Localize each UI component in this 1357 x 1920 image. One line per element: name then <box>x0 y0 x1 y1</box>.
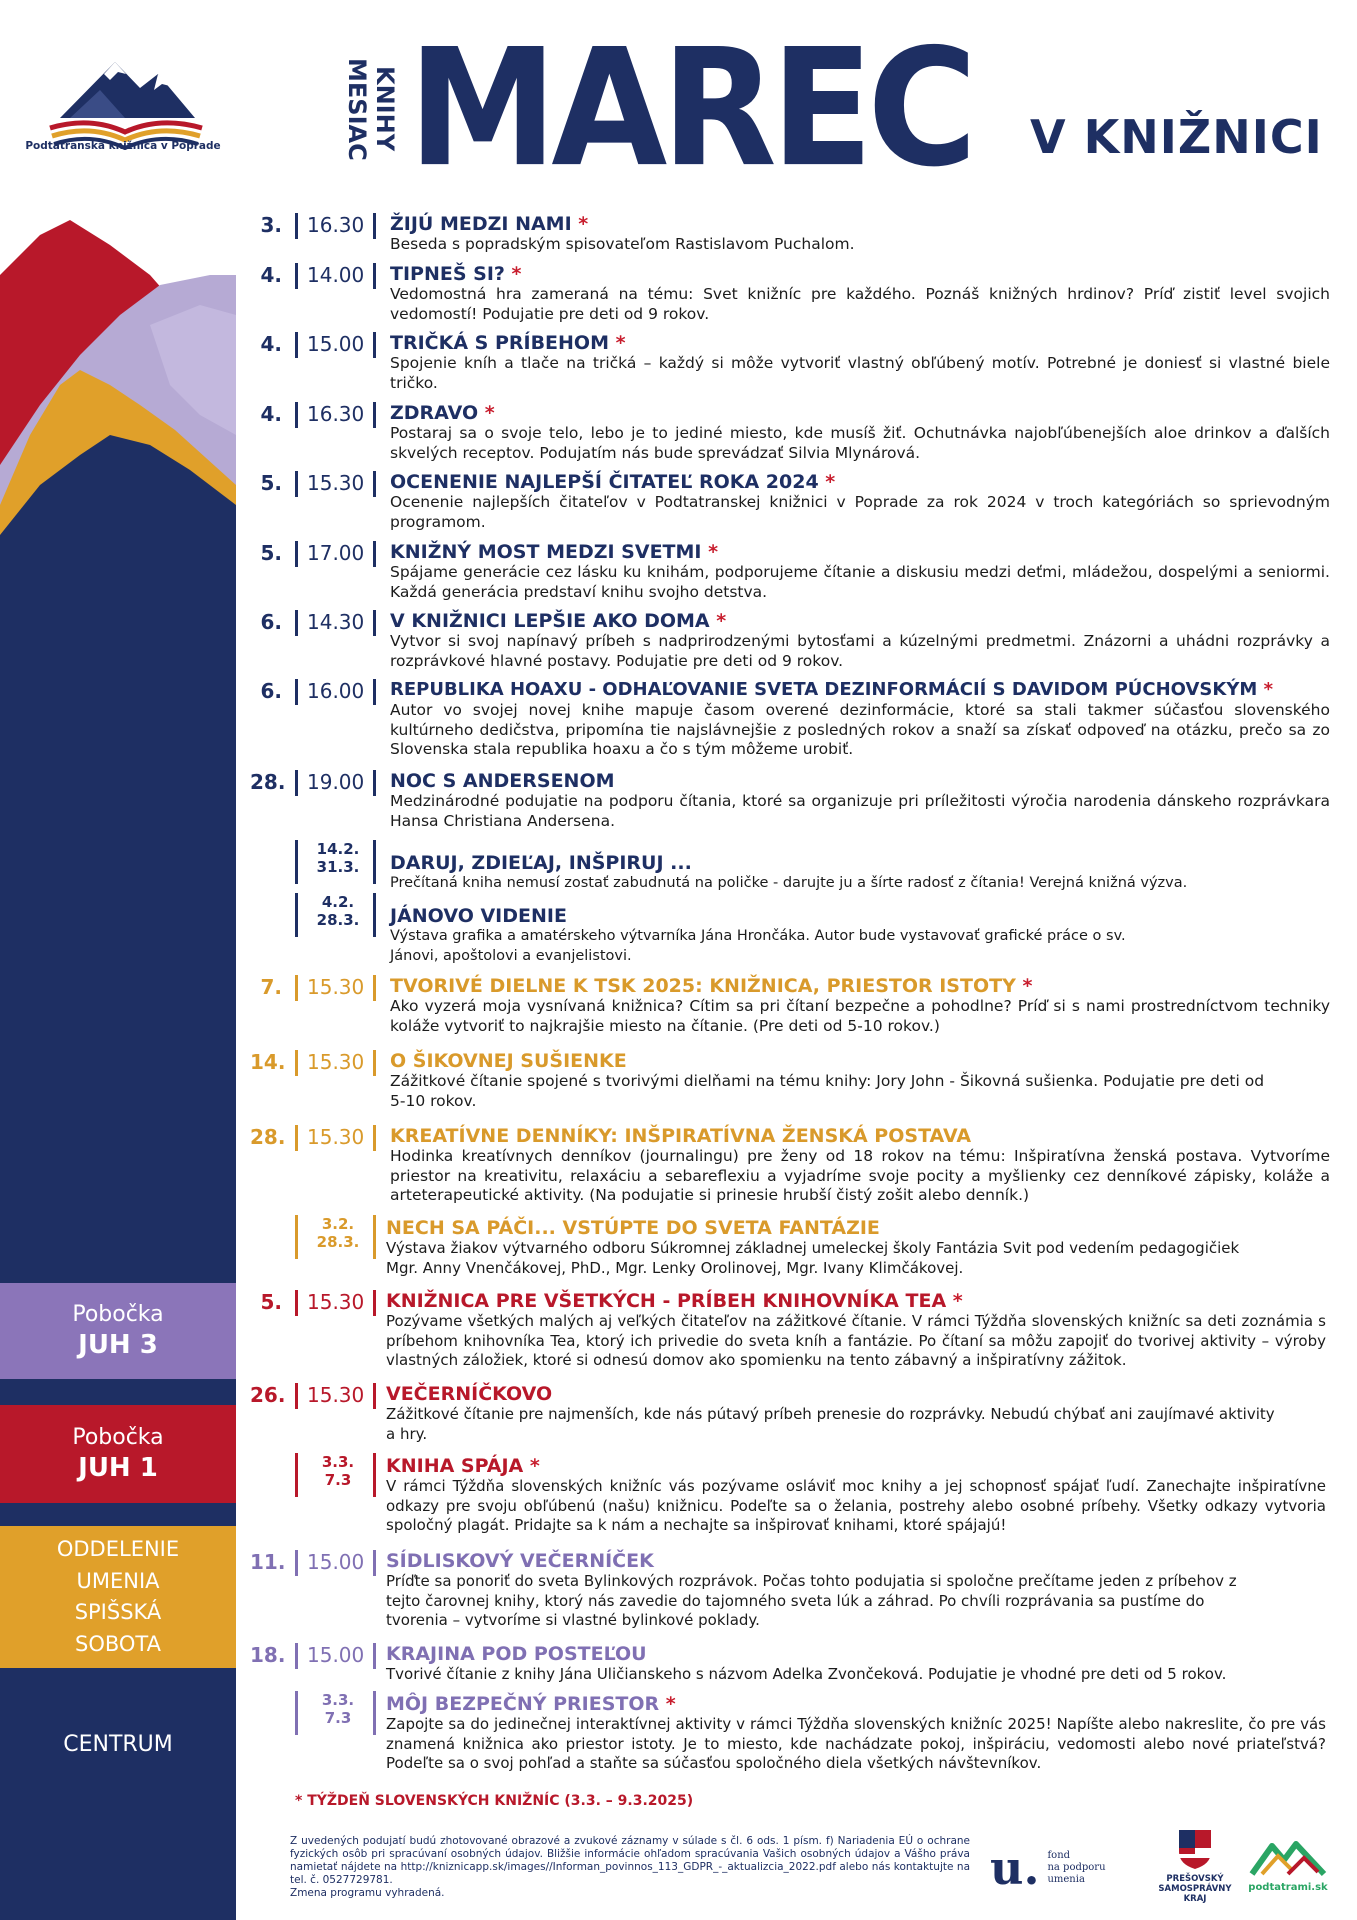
event-time: 15.00 <box>307 332 365 356</box>
program-change-note: Zmena programu vyhradená. <box>290 1887 445 1899</box>
divider <box>295 975 298 1001</box>
event-star: * <box>615 332 626 354</box>
event-desc: Výstava grafika a amatérskeho výtvarníka Jána Hrončáka. Autor bude vystavovať grafické práce o sv. Jánovi, apoštolovi a evanjelistovi. <box>390 928 1126 964</box>
fond-line3: umenia <box>1047 1874 1085 1885</box>
event-star: * <box>484 402 495 424</box>
fond-line2: na podporu <box>1047 1862 1106 1873</box>
event-time: 15.30 <box>307 1125 365 1149</box>
event-title-text: KNIHA SPÁJA <box>386 1455 524 1477</box>
event-day: 4. <box>260 402 282 426</box>
coat-of-arms-icon <box>1177 1828 1213 1870</box>
event-desc: Ako vyzerá moja vysnívaná knižnica? Cítim sa pri čítaní bezpečne a pohodlne? Príď si s nami prostredníctvom techniky koláže vytvoriť to najkrajšie miesto na čítanie. (Pre deti od 5-10 rokov.) <box>390 997 1330 1035</box>
divider <box>295 541 298 567</box>
event-star: * <box>708 541 719 563</box>
event-day: 6. <box>260 610 282 634</box>
divider <box>295 840 298 884</box>
divider <box>295 1691 298 1735</box>
event-desc: Hodinka kreatívnych denníkov (journalingu) pre ženy od 18 rokov na tému: Inšpiratívna ženská postava. Vytvoríme priestor na kreativitu, relaxáciu a sebareflexiu a vyjadríme svoje pocity a myšlienky cez denníkové zápisky, koláže a arteterapeutické aktivity. (Na podujatie si prinesie hrubší čistý zošit alebo denník.) <box>390 1147 1330 1204</box>
event-title <box>390 679 1330 701</box>
event-title <box>386 1383 1286 1405</box>
event-day: 18. <box>250 1643 286 1667</box>
event-range <box>308 840 368 876</box>
psk-line3: KRAJ <box>1183 1894 1207 1904</box>
event-day: 28. <box>250 770 286 794</box>
divider <box>373 1383 376 1409</box>
event-time: 14.00 <box>307 263 365 287</box>
psk-line1: PREŠOVSKÝ <box>1166 1874 1224 1884</box>
divider <box>373 1050 376 1076</box>
event-title-text: ŽIJÚ MEDZI NAMI <box>390 213 572 235</box>
event-desc: Vedomostná hra zameraná na tému: Svet knižníc pre každého. Poznáš knižných hrdinov? Príď zistiť level svojich vedomostí! Podujatie pre deti od 9 rokov. <box>390 285 1330 323</box>
psk-logo <box>1150 1828 1240 1904</box>
divider <box>295 402 298 428</box>
event-day: 5. <box>260 541 282 565</box>
event-star: * <box>511 263 522 285</box>
event-title <box>390 852 1330 874</box>
event-day: 3. <box>260 213 282 237</box>
divider <box>295 1125 298 1151</box>
event-title-text: REPUBLIKA HOAXU - ODHAĽOVANIE SVETA DEZINFORMÁCIÍ S DAVIDOM PÚCHOVSKÝM <box>390 679 1258 700</box>
event-title <box>390 610 1330 632</box>
divider <box>295 1453 298 1497</box>
divider <box>373 679 376 705</box>
branch-juh1-line1: Pobočka <box>72 1425 164 1450</box>
footnote: * TÝŽDEŇ SLOVENSKÝCH KNIŽNÍC (3.3. – 9.3.2025) <box>295 1793 694 1809</box>
event-title <box>386 1455 1326 1477</box>
event-title-text: OCENENIE NAJLEPŠÍ ČITATEĽ ROKA 2024 <box>390 471 819 493</box>
range-to: 7.3 <box>324 1709 352 1727</box>
event-desc: Prečítaná kniha nemusí zostať zabudnutá na poličke - darujte ju a šírte radosť z čítania! Verejná knižná výzva. <box>390 875 1188 891</box>
event-title-text: NOC S ANDERSENOM <box>390 770 615 792</box>
branch-juh1-line2: JUH 1 <box>78 1452 158 1483</box>
event-day: 11. <box>250 1550 286 1574</box>
event-title-text: JÁNOVO VIDENIE <box>390 905 567 927</box>
mountain-book-icon <box>30 50 220 150</box>
range-to: 31.3. <box>316 858 360 876</box>
event-time: 15.30 <box>307 1290 365 1314</box>
range-from: 4.2. <box>321 893 355 911</box>
divider <box>373 1550 376 1576</box>
branch-centrum-label <box>0 1700 236 1790</box>
divider <box>295 679 298 705</box>
event-day: 6. <box>260 679 282 703</box>
divider <box>373 402 376 428</box>
event-time: 16.30 <box>307 402 365 426</box>
event-title <box>386 1643 1326 1665</box>
event-star: * <box>952 1290 963 1312</box>
event-title-text: KRAJINA POD POSTEĽOU <box>386 1643 647 1665</box>
event-title <box>390 770 1330 792</box>
divider <box>373 1691 376 1735</box>
divider <box>373 213 376 239</box>
mountain-logo-icon <box>1248 1838 1328 1878</box>
event-desc: Vytvor si svoj napínavý príbeh s nadprirodzenými bytosťami a kúzelnými predmetmi. Znázorni a uhádni rozprávky a rozprávkové hlavné postavy. Podujatie pre deti od 9 rokov. <box>390 632 1330 670</box>
gdpr-text: Z uvedených podujatí budú zhotovované obrazové a zvukové záznamy v súlade s čl. 6 ods. 1 písm. f) Nariadenia EÚ o ochrane fyzických osôb pri spracúvaní osobných údajov. Bližšie informácie ohľadom spracúvania Vašich osobných údajov a Vášho práva namietať nájdete na http://kniznicapp.sk/images//Informan_povinnos_113_GDPR_-_aktualizcia_2022.pdf alebo nás kontaktujte na tel. č. 0527729781. <box>290 1835 970 1886</box>
vertical-title-mesiac: MESIAC <box>343 58 371 161</box>
event-title-text: V KNIŽNICI LEPŠIE AKO DOMA <box>390 610 710 632</box>
event-time: 16.30 <box>307 213 365 237</box>
event-time: 15.30 <box>307 1383 365 1407</box>
event-range <box>308 893 368 929</box>
event-title <box>390 1050 1280 1072</box>
divider <box>373 332 376 358</box>
branch-juh1-label <box>0 1405 236 1503</box>
event-time: 16.00 <box>307 679 365 703</box>
event-title <box>386 1217 1266 1239</box>
event-day: 5. <box>260 1290 282 1314</box>
event-desc: Zážitkové čítanie pre najmenších, kde nás pútavý príbeh prenesie do rozprávky. Nebudú chýbať ani zaujímavé aktivity a hry. <box>386 1405 1275 1443</box>
event-title-text: TIPNEŠ SI? <box>390 263 505 285</box>
divider <box>295 263 298 289</box>
divider <box>295 1383 298 1409</box>
divider <box>295 610 298 636</box>
divider <box>295 471 298 497</box>
vertical-title <box>327 52 407 172</box>
range-from: 3.3. <box>321 1691 355 1709</box>
event-title-text: ZDRAVO <box>390 402 479 424</box>
event-title <box>390 471 1330 493</box>
gdpr-notice <box>290 1835 970 1900</box>
event-star: * <box>1022 975 1033 997</box>
event-time: 15.00 <box>307 1550 365 1574</box>
event-day: 26. <box>250 1383 286 1407</box>
event-day: 14. <box>250 1050 286 1074</box>
podtatrami-text: podtatrami.sk <box>1248 1882 1328 1893</box>
range-to: 7.3 <box>324 1471 352 1489</box>
divider <box>373 975 376 1001</box>
divider <box>373 1643 376 1669</box>
event-desc: Zážitkové čítanie spojené s tvorivými dielňami na tému knihy: Jory John - Šikovná sušienka. Podujatie pre deti od 5-10 rokov. <box>390 1072 1265 1110</box>
divider <box>295 1050 298 1076</box>
event-desc: Zapojte sa do jedinečnej interaktívnej aktivity v rámci Týždňa slovenských knižníc 2025! Napíšte alebo nakreslite, čo pre vás znamená knižnica ako priestor istoty. Je to miesto, kde nachádzate pokoj, inšpiráciu, vedomosti alebo nové priateľstvá? Podeľte sa o svoj pohľad a staňte sa súčasťou spoločného diela všetkých návštevníkov. <box>386 1715 1326 1772</box>
event-time: 14.30 <box>307 610 365 634</box>
range-from: 3.3. <box>321 1453 355 1471</box>
divider <box>373 1290 376 1316</box>
range-to: 28.3. <box>316 911 360 929</box>
event-time: 17.00 <box>307 541 365 565</box>
event-range <box>308 1453 368 1489</box>
event-range <box>308 1215 368 1251</box>
fond-u-icon: u. <box>990 1841 1040 1895</box>
divider <box>373 770 376 796</box>
event-desc: Výstava žiakov výtvarného odboru Súkromnej základnej umeleckej školy Fantázia Svit pod vedením pedagogičiek Mgr. Anny Vnenčákovej, PhD., Mgr. Lenky Orolinovej, Mgr. Ivany Klimčákovej. <box>386 1239 1240 1277</box>
divider <box>373 610 376 636</box>
fond-line1: fond <box>1047 1850 1071 1861</box>
event-title <box>390 541 1330 563</box>
event-title <box>390 975 1330 997</box>
event-desc: Pozývame všetkých malých aj veľkých čitateľov na zážitkové čítanie. V rámci Týždňa slovenských knižníc sa deti zoznámia s príbehom knihovníka Tea, ktorý ich privedie do sveta kníh a fantázie. Po čítaní sa môžu zapojiť do tvorivej aktivity – výroby vlastných záložiek, ktoré si odnesú domov ako spomienku na tento zábavný a inšpiratívny zážitok. <box>386 1312 1326 1369</box>
divider <box>295 332 298 358</box>
divider <box>295 1215 298 1259</box>
event-title-text: MÔJ BEZPEČNÝ PRIESTOR <box>386 1693 660 1715</box>
event-title-text: DARUJ, ZDIEĽAJ, INŠPIRUJ ... <box>390 852 692 874</box>
event-title-text: VEČERNÍČKOVO <box>386 1383 553 1405</box>
event-time: 15.30 <box>307 1050 365 1074</box>
event-time: 15.30 <box>307 975 365 999</box>
event-title <box>390 213 1330 235</box>
podtatrami-logo <box>1238 1838 1338 1893</box>
event-day: 7. <box>260 975 282 999</box>
divider <box>295 1550 298 1576</box>
event-title <box>390 332 1330 354</box>
event-day: 4. <box>260 332 282 356</box>
event-title <box>390 905 1170 927</box>
event-title-text: KNIŽNICA PRE VŠETKÝCH - PRÍBEH KNIHOVNÍKA TEA <box>386 1290 947 1312</box>
branch-umenia-line2: UMENIA <box>76 1568 160 1593</box>
divider <box>373 263 376 289</box>
divider <box>295 1290 298 1316</box>
branch-umenia-line4: SOBOTA <box>75 1631 161 1656</box>
event-title <box>390 263 1330 285</box>
branch-umenia-line1: ODDELENIE <box>56 1537 180 1561</box>
event-star: * <box>825 471 836 493</box>
subtitle: V KNIŽNICI <box>1030 110 1323 164</box>
event-title-text: NECH SA PÁČI... VSTÚPTE DO SVETA FANTÁZIE <box>386 1217 880 1239</box>
event-star: * <box>578 213 589 235</box>
branch-umenia-line3: SPIŠSKÁ <box>74 1600 162 1624</box>
event-title <box>386 1290 1326 1312</box>
branch-juh3-line2: JUH 3 <box>78 1329 158 1360</box>
library-name: Podtatranská knižnica v Poprade <box>25 140 221 152</box>
divider <box>373 893 376 937</box>
range-from: 3.2. <box>321 1215 355 1233</box>
psk-line2: SAMOSPRÁVNY <box>1158 1884 1232 1894</box>
event-desc: Príďte sa ponoriť do sveta Bylinkových rozprávok. Počas tohto podujatia si spoločne prečítame jeden z príbehov z tejto čarovnej knihy, ktorý nás zavedie do tajomného sveta lúk a záhrad. Po chvíli rozprávania sa pustíme do tvorenia – vytvoríme si vlastné bylinkové poklady. <box>386 1572 1237 1629</box>
event-time: 19.00 <box>307 770 365 794</box>
branch-juh3-label <box>0 1283 236 1379</box>
event-range <box>308 1691 368 1727</box>
event-title <box>386 1693 1326 1715</box>
event-desc: Medzinárodné podujatie na podporu čítania, ktoré sa organizuje pri príležitosti výročia narodenia dánskeho rozprávkara Hansa Christiana Andersena. <box>390 792 1330 830</box>
branch-centrum-line1: CENTRUM <box>63 1732 173 1758</box>
event-title-text: KREATÍVNE DENNÍKY: INŠPIRATÍVNA ŽENSKÁ POSTAVA <box>390 1125 972 1147</box>
branch-umenia-label <box>0 1526 236 1668</box>
event-title <box>390 1125 1330 1147</box>
event-time: 15.00 <box>307 1643 365 1667</box>
event-title-text: TVORIVÉ DIELNE K TSK 2025: KNIŽNICA, PRIESTOR ISTOTY <box>390 975 1016 997</box>
event-desc: V rámci Týždňa slovenských knižníc vás pozývame osláviť moc knihy a jej schopnosť spájať ľudí. Zanechajte inšpiratívne odkazy pre svoju obľúbenú (našu) knižnicu. Podeľte sa o želania, postrehy alebo osobné príbehy. Všetky odkazy vytvoria spoločný plagát. Pridajte sa k nám a nechajte sa inšpirovať knihami, ktoré spájajú! <box>386 1477 1326 1534</box>
branch-juh3-line1: Pobočka <box>72 1302 164 1327</box>
divider <box>373 1215 376 1259</box>
event-star: * <box>1263 679 1273 700</box>
event-title-text: O ŠIKOVNEJ SUŠIENKE <box>390 1050 627 1072</box>
event-title-text: KNIŽNÝ MOST MEDZI SVETMI <box>390 541 702 563</box>
event-desc: Autor vo svojej novej knihe mapuje časom overené dezinformácie, ktoré sa stali takmer súčasťou slovenského kultúrneho dedičstva, pripomína tie najslávnejšie z posledných rokov a snaží sa získať odpoveď na otázku, prečo sa zo Slovenska stala republika hoaxu a čo s tým môžeme urobiť. <box>390 701 1330 758</box>
divider <box>373 541 376 567</box>
event-desc: Spojenie kníh a tlače na tričká – každý si môže vytvoriť vlastný obľúbený motív. Potrebné je doniesť si vlastné biele tričko. <box>390 354 1330 392</box>
divider <box>373 471 376 497</box>
divider <box>295 893 298 937</box>
divider <box>295 1643 298 1669</box>
event-star: * <box>716 610 727 632</box>
event-star: * <box>529 1455 540 1477</box>
month-title: MAREC <box>408 15 972 203</box>
divider <box>295 770 298 796</box>
event-desc: Spájame generácie cez lásku ku knihám, podporujeme čítanie a diskusiu medzi deťmi, mládežou, dospelými a seniormi. Každá generácia predstaví knihu svojho detstva. <box>390 563 1330 601</box>
event-desc: Ocenenie najlepších čitateľov v Podtatranskej knižnici v Poprade za rok 2024 v troch kategóriách so sprievodným programom. <box>390 493 1330 531</box>
divider <box>373 840 376 884</box>
divider <box>295 213 298 239</box>
event-day: 28. <box>250 1125 286 1149</box>
event-time: 15.30 <box>307 471 365 495</box>
divider <box>373 1453 376 1497</box>
event-star: * <box>665 1693 676 1715</box>
fond-logo <box>990 1841 1106 1895</box>
range-to: 28.3. <box>316 1233 360 1251</box>
event-day: 4. <box>260 263 282 287</box>
event-desc: Beseda s popradským spisovateľom Rastislavom Puchalom. <box>390 235 855 253</box>
event-day: 5. <box>260 471 282 495</box>
event-title <box>386 1550 1266 1572</box>
event-desc: Postaraj sa o svoje telo, lebo je to jediné miesto, kde musíš žiť. Ochutnávka najobľúbenejších aloe drinkov a ďalších skvelých receptov. Podujatím nás bude sprevádzať Silvia Mlynárová. <box>390 424 1330 462</box>
vertical-title-knihy: KNIHY <box>371 66 399 152</box>
range-from: 14.2. <box>316 840 360 858</box>
event-title <box>390 402 1330 424</box>
event-title-text: TRIČKÁ S PRÍBEHOM <box>390 332 609 354</box>
divider <box>373 1125 376 1151</box>
event-desc: Tvorivé čítanie z knihy Jána Uličianskeho s názvom Adelka Zvončeková. Podujatie je vhodné pre deti od 5 rokov. <box>386 1665 1227 1683</box>
event-title-text: SÍDLISKOVÝ VEČERNÍČEK <box>386 1550 654 1572</box>
